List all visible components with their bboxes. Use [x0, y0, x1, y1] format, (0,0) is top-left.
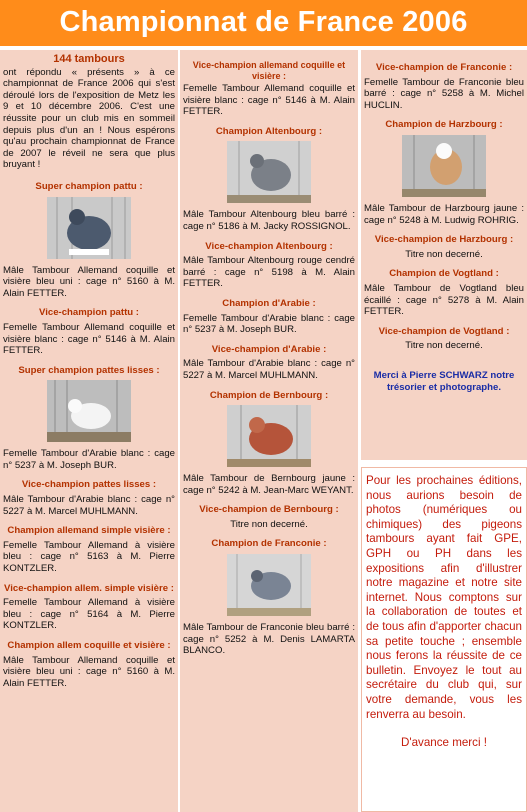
header-banner — [0, 0, 527, 48]
section-description: Mâle Tambour Altenbourg rouge cendré barré : cage n° 5198 à M. Alain FETTER. — [183, 255, 355, 290]
photo-appeal-box — [361, 467, 527, 812]
section-description: Mâle Tambour Allemand coquille et visière bleu uni : cage n° 5160 à M. Alain FETTER. — [3, 654, 175, 689]
section-heading: Super champion pattu : — [35, 180, 143, 192]
section-heading: Champion d'Arabie : — [222, 297, 316, 309]
section-description: Mâle Tambour de Harzbourg jaune : cage n° 5248 à M. Ludwig ROHRIG. — [364, 202, 524, 226]
column-right — [361, 50, 527, 460]
section-description: Titre non decerné. — [405, 248, 483, 260]
appeal-thanks: D'avance merci ! — [401, 736, 487, 750]
section-description: Femelle Tambour Allemand coquille et visière blanc : cage n° 5146 à M. Alain FETTER. — [183, 83, 355, 118]
pigeon-photo-grey — [227, 141, 311, 203]
pigeon-photo-white — [47, 380, 131, 442]
page-title: Championnat de France 2006 — [59, 6, 468, 38]
column-left — [0, 50, 178, 812]
section-description: Mâle Tambour d'Arabie blanc : cage n° 5227 à M. Marcel MUHLMANN. — [3, 494, 175, 517]
section-description: Mâle Tambour d'Arabie blanc : cage n° 5227 à M. Marcel MUHLMANN. — [183, 358, 355, 381]
section-heading: Super champion pattes lisses : — [18, 364, 160, 376]
pigeon-photo-yellow — [402, 135, 486, 197]
section-description: Femelle Tambour Allemand à visière bleu : cage n° 5163 à M. Pierre KONTZLER. — [3, 539, 175, 575]
section-heading: Champion de Vogtland : — [389, 268, 499, 280]
section-heading: Vice-champion allemand coquille et visière : — [192, 60, 346, 81]
section-description: Mâle Tambour de Franconie bleu barré : cage n° 5252 à M. Denis LAMARTA BLANCO. — [183, 622, 355, 657]
section-heading: Vice-champion de Franconie : — [375, 62, 513, 73]
section-description: Titre non decerné. — [405, 340, 483, 352]
section-description: Femelle Tambour d'Arabie blanc : cage n° 5237 à M. Joseph BUR. — [183, 312, 355, 336]
section-description: Femelle Tambour Allemand coquille et visière blanc : cage n° 5146 à M. Alain FETTER. — [3, 321, 175, 357]
section-heading: Champion de Franconie : — [211, 538, 327, 550]
pigeon-photo-blue — [47, 197, 131, 259]
section-description: Mâle Tambour Allemand coquille et visière bleu uni : cage n° 5160 à M. Alain FETTER. — [3, 264, 175, 299]
pigeon-photo-red — [227, 405, 311, 467]
section-heading: Vice-champion allem. simple visière : — [4, 582, 174, 594]
section-heading: Vice-champion de Harzbourg : — [374, 234, 514, 246]
section-heading: Vice-champion pattu : — [38, 307, 140, 319]
photo-credit: Merci à Pierre SCHWARZ notre trésorier et photographe. — [373, 369, 515, 393]
section-heading: Champion Altenbourg : — [215, 125, 323, 137]
section-heading: Vice-champion d'Arabie : — [211, 343, 327, 355]
section-heading: Champion allem coquille et visière : — [7, 640, 171, 651]
section-description: Mâle Tambour Altenbourg bleu barré : cage n° 5186 à M. Jacky ROSSIGNOL. — [183, 209, 355, 232]
pigeon-photo-barred — [227, 554, 311, 616]
section-description: Mâle Tambour de Vogtland bleu écaillé : cage n° 5278 à M. Alain FETTER. — [364, 282, 524, 318]
intro-text: ont répondu « présents » à ce championnat de France 2006 qui s'est déroulé lors de l'exposition de Metz les 9 et 10 décembre 2006. C'est une réussite pour un club mis en sommeil depuis plus d'un an ! Nous espérons qu'au prochain championnat de France de 2007 le réveil ne sera que plus bruyant ! — [3, 66, 175, 171]
section-description: Titre non decerné. — [230, 518, 308, 530]
section-heading: Champion de Bernbourg : — [209, 389, 329, 401]
section-description: Mâle Tambour de Bernbourg jaune : cage n° 5242 à M. Jean-Marc WEYANT. — [183, 473, 355, 496]
appeal-text: Pour les prochaines éditions, nous aurions besoin de photos (numériques ou chimiques) des pigeons tambours ayant fait GPE, GPH ou PH dans les expositions afin d'illustrer notre magazine et notre site internet. Nous comptons sur la collaboration de toutes et de tous afin d'apporter chacun sa petite touche ; ensemble nous ferons la réussite de ce bulletin. Envoyez le tout au secrétaire du club qui, sur votre demande, vous les renverra au besoin. — [366, 474, 522, 721]
section-heading: Champion de Harzbourg : — [385, 119, 503, 131]
section-heading: Vice-champion Altenbourg : — [205, 240, 333, 252]
column-middle — [180, 50, 358, 812]
section-description: Femelle Tambour Allemand à visière bleu : cage n° 5164 à M. Pierre KONTZLER. — [3, 597, 175, 632]
section-heading: Vice-champion de Bernbourg : — [199, 504, 339, 516]
section-heading: Vice-champion de Vogtland : — [378, 325, 510, 337]
section-description: Femelle Tambour d'Arabie blanc : cage n° 5237 à M. Joseph BUR. — [3, 448, 175, 471]
section-description: Femelle Tambour de Franconie bleu barré : cage n° 5258 à M. Michel HUCLIN. — [364, 76, 524, 111]
intro-title: 144 tambours — [53, 53, 125, 65]
section-heading: Vice-champion pattes lisses : — [21, 479, 157, 491]
section-heading: Champion allemand simple visière : — [7, 525, 171, 537]
